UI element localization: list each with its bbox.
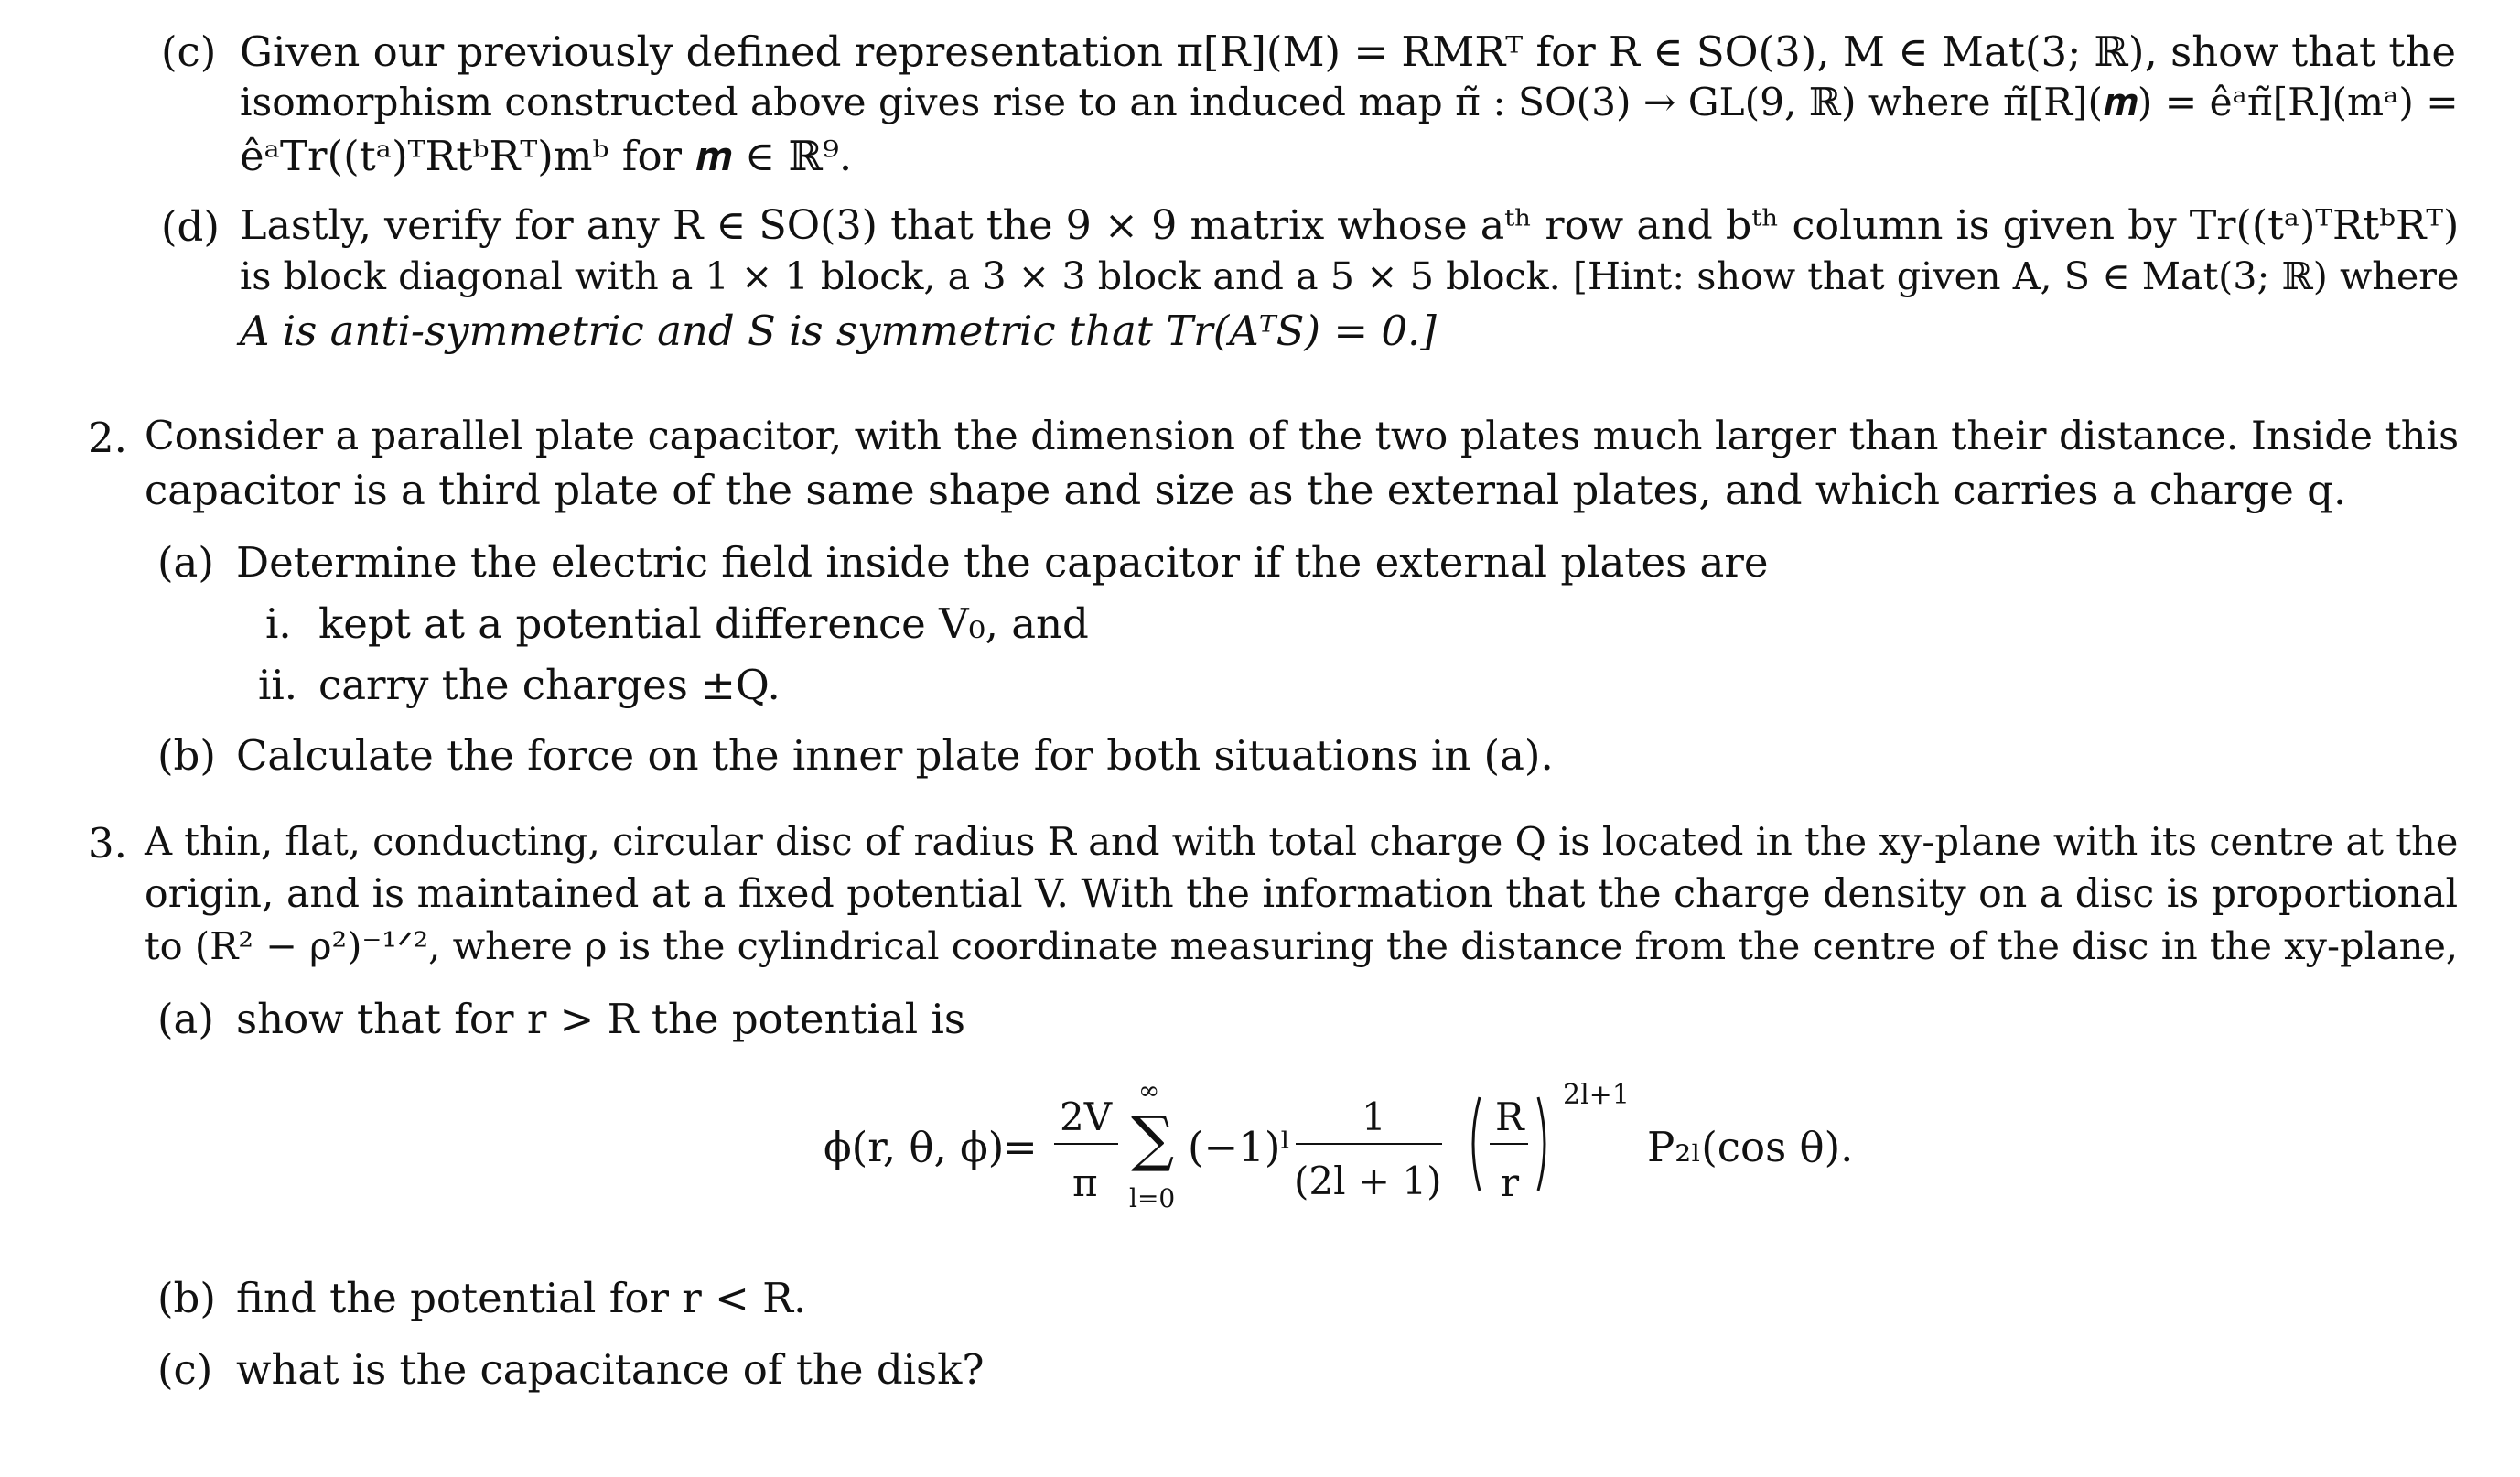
problem3-line-3: to (R² − ρ²)⁻¹ᐟ², where ρ is the cylindrical coordinate measuring the distance from the centre of the disc in the xy-plane,	[145, 923, 2459, 968]
problem1-part-d-line-1: Lastly, verify for any R ∈ SO(3) that the 9 × 9 matrix whose aᵗʰ row and bᵗʰ column is given by Tr((tᵃ)ᵀRtᵇRᵀ)	[240, 202, 2460, 249]
problem2-part-b-label: (b)	[157, 731, 216, 780]
equation-frac-numerator: 1	[1362, 1094, 1386, 1139]
equation-coef-denominator: π	[1072, 1160, 1098, 1205]
problem3-part-a-text: show that for r > R the potential is	[236, 995, 965, 1043]
equation-paren-bar	[1490, 1143, 1528, 1145]
equation-left-paren	[1464, 1094, 1482, 1193]
problem3-part-c-text: what is the capacitance of the disk?	[236, 1345, 985, 1394]
problem3-part-b-text: find the potential for r < R.	[236, 1274, 807, 1322]
problem1-part-c-line-3: êᵃTr((tᵃ)ᵀRtᵇRᵀ)mᵇ for 𝒎 ∈ ℝ⁹.	[240, 132, 853, 180]
problem1-part-c-label: (c)	[161, 27, 217, 76]
equation-paren-denominator: r	[1501, 1160, 1520, 1205]
problem3-line-1: A thin, flat, conducting, circular disc of radius R and with total charge Q is located in the xy-plane with its centre at the	[145, 819, 2459, 864]
problem1-part-d-label: (d)	[161, 202, 220, 251]
problem1-part-c-line-2: isomorphism constructed above gives rise to an induced map π̃ : SO(3) → GL(9, ℝ) where π̃[R](𝒎) = êᵃπ̃[R](mᵃ) =	[240, 80, 2459, 124]
equation-frac-bar	[1296, 1143, 1442, 1145]
equation-sum-upper: ∞	[1138, 1075, 1160, 1105]
equation-lhs: ϕ(r, θ, ϕ)	[824, 1123, 1005, 1171]
problem2-line-1: Consider a parallel plate capacitor, with the dimension of the two plates much larger than their distance. Inside this	[145, 414, 2460, 459]
equation-paren-numerator: R	[1495, 1094, 1524, 1139]
problem3-line-2: origin, and is maintained at a fixed potential V. With the information that the charge density on a disc is proportional	[145, 871, 2459, 917]
equation-sum-lower: l=0	[1129, 1183, 1176, 1213]
equation-coef-numerator: 2V	[1060, 1094, 1113, 1139]
problem3-part-b-label: (b)	[157, 1274, 216, 1322]
equation-coef-fraction-bar	[1054, 1143, 1118, 1145]
equation-sum-symbol: ∑	[1131, 1104, 1175, 1174]
problem2-part-a-item-i-text: kept at a potential difference V₀, and	[318, 599, 1089, 648]
problem2-part-a-item-i-label: i.	[265, 599, 292, 648]
problem2-part-a-text: Determine the electric field inside the capacitor if the external plates are	[236, 538, 1769, 587]
problem2-line-2: capacitor is a third plate of the same shape and size as the external plates, and which carries a charge q.	[145, 466, 2347, 514]
problem2-part-a-item-ii-label: ii.	[258, 661, 298, 709]
equation-sign-factor: (−1)ˡ	[1188, 1123, 1291, 1171]
equation-right-paren	[1535, 1094, 1554, 1193]
problem1-part-d-line-2: is block diagonal with a 1 × 1 block, a 3 × 3 block and a 5 × 5 block. [Hint: show that given A, S ∈ Mat(3; ℝ) where	[240, 254, 2460, 298]
problem2-number: 2.	[88, 414, 127, 462]
problem3-part-c-label: (c)	[157, 1345, 213, 1394]
equation-exponent: 2l+1	[1563, 1079, 1630, 1111]
problem3-number: 3.	[88, 819, 127, 868]
problem2-part-b-text: Calculate the force on the inner plate for both situations in (a).	[236, 731, 1554, 780]
problem2-part-a-label: (a)	[157, 538, 214, 587]
problem3-part-a-label: (a)	[157, 995, 214, 1043]
equation-equals: =	[1003, 1123, 1038, 1171]
equation-legendre: P₂ₗ(cos θ).	[1647, 1123, 1854, 1171]
problem2-part-a-item-ii-text: carry the charges ±Q.	[318, 661, 781, 709]
problem1-part-c-line-1: Given our previously defined representation π[R](M) = RMRᵀ for R ∈ SO(3), M ∈ Mat(3; ℝ), show that the	[240, 27, 2457, 76]
equation-frac-denominator: (2l + 1)	[1294, 1159, 1442, 1203]
problem1-part-d-line-3: A is anti-symmetric and S is symmetric that Tr(AᵀS) = 0.]	[240, 307, 1437, 355]
